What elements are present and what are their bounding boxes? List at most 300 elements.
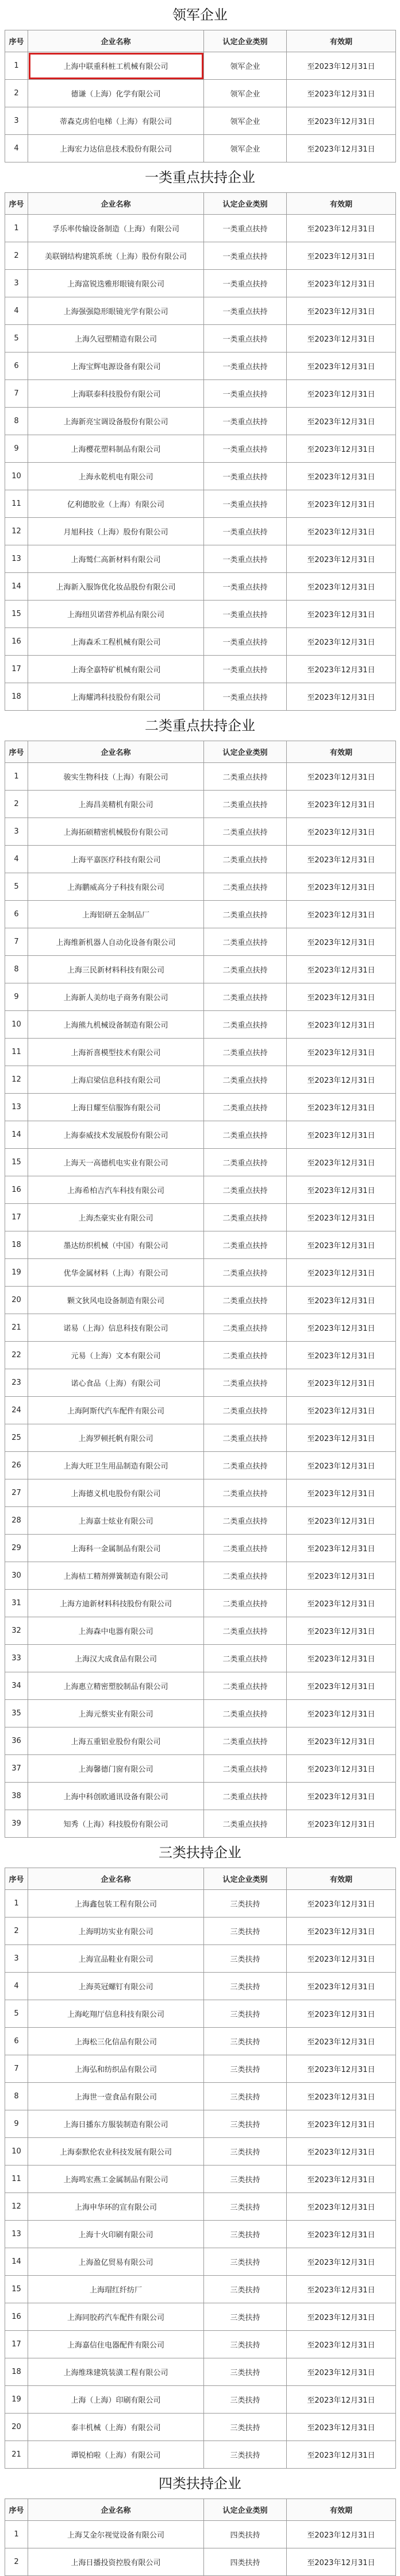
- validity-date: 至2023年12月31日: [287, 1066, 396, 1094]
- row-number: 14: [5, 1121, 28, 1149]
- table-row: [5, 901, 396, 928]
- validity-date: 至2023年12月31日: [287, 1369, 396, 1397]
- table-row: [5, 1287, 396, 1314]
- row-number: 11: [5, 490, 28, 518]
- row-number: 27: [5, 1479, 28, 1507]
- table-row: [5, 408, 396, 435]
- enterprise-name: 上海宣品鞋业有限公司: [28, 1945, 204, 1973]
- enterprise-category: 二类重点扶持: [204, 1066, 287, 1094]
- enterprise-name: 泰丰机械（上海）有限公司: [28, 2414, 204, 2441]
- table-header-row: [5, 193, 396, 215]
- table-row: [5, 2548, 396, 2576]
- validity-date: 至2023年12月31日: [287, 2000, 396, 2028]
- validity-date: 至2023年12月31日: [287, 1700, 396, 1727]
- row-number: 18: [5, 683, 28, 711]
- enterprise-category: 二类重点扶持: [204, 1121, 287, 1149]
- row-number: 2: [5, 242, 28, 270]
- enterprise-name: 元易（上海）文本有限公司: [28, 1342, 204, 1369]
- header-validity: 有效期: [287, 193, 396, 215]
- enterprise-category: 二类重点扶持: [204, 818, 287, 846]
- row-number: 4: [5, 1973, 28, 2000]
- table-row: [5, 2248, 396, 2276]
- enterprise-category: 一类重点扶持: [204, 242, 287, 270]
- enterprise-category: 三类扶持: [204, 2441, 287, 2469]
- validity-date: 至2023年12月31日: [287, 2028, 396, 2055]
- validity-date: 至2023年12月31日: [287, 1590, 396, 1617]
- table-row: [5, 1755, 396, 1783]
- table-row: [5, 683, 396, 711]
- enterprise-name: 上海全嘉特矿机械有限公司: [28, 656, 204, 683]
- enterprise-category: 二类重点扶持: [204, 1011, 287, 1039]
- enterprise-category: 二类重点扶持: [204, 1094, 287, 1121]
- enterprise-category: 二类重点扶持: [204, 928, 287, 956]
- table-header-row: [5, 2499, 396, 2521]
- table-row: [5, 818, 396, 846]
- enterprise-name: 骏实生物科技（上海）有限公司: [28, 763, 204, 791]
- row-number: 9: [5, 435, 28, 463]
- enterprise-category: 三类扶持: [204, 2166, 287, 2193]
- enterprise-name: 上海（上海）印刷有限公司: [28, 2386, 204, 2414]
- enterprise-name: 上海同胶药汽车配件有限公司: [28, 2303, 204, 2331]
- enterprise-name: 上海瑁红纤纺厂: [28, 2276, 204, 2303]
- enterprise-category: 二类重点扶持: [204, 1562, 287, 1590]
- row-number: 5: [5, 325, 28, 352]
- table-row: [5, 656, 396, 683]
- enterprise-table: [5, 1868, 396, 2469]
- validity-date: 至2023年12月31日: [287, 215, 396, 242]
- table-row: [5, 1973, 396, 2000]
- table-row: [5, 518, 396, 545]
- row-number: 6: [5, 352, 28, 380]
- validity-date: 至2023年12月31日: [287, 352, 396, 380]
- enterprise-category: 二类重点扶持: [204, 1231, 287, 1259]
- table-row: [5, 1149, 396, 1176]
- enterprise-category: 三类扶持: [204, 2000, 287, 2028]
- row-number: 30: [5, 1562, 28, 1590]
- enterprise-category: 一类重点扶持: [204, 408, 287, 435]
- enterprise-name: 上海科一金属制品有限公司: [28, 1535, 204, 1562]
- table-row: [5, 573, 396, 601]
- enterprise-category: 二类重点扶持: [204, 1259, 287, 1287]
- enterprise-name: 亿利德胶业（上海）有限公司: [28, 490, 204, 518]
- enterprise-category: 二类重点扶持: [204, 846, 287, 873]
- table-row: [5, 297, 396, 325]
- enterprise-category: 三类扶持: [204, 2358, 287, 2386]
- enterprise-name: 上海弘和纺织品有限公司: [28, 2055, 204, 2083]
- row-number: 26: [5, 1452, 28, 1479]
- table-row: [5, 2441, 396, 2469]
- row-number: 4: [5, 135, 28, 162]
- table-row: [5, 1590, 396, 1617]
- enterprise-category: 三类扶持: [204, 2110, 287, 2138]
- table-row: [5, 2521, 396, 2548]
- enterprise-category: 一类重点扶持: [204, 683, 287, 711]
- row-number: 2: [5, 1918, 28, 1945]
- row-number: 7: [5, 2055, 28, 2083]
- enterprise-category: 三类扶持: [204, 2193, 287, 2221]
- table-row: [5, 928, 396, 956]
- table-row: [5, 1342, 396, 1369]
- enterprise-name: 蒂森克虏伯电梯（上海）有限公司: [28, 107, 204, 135]
- table-row: [5, 242, 396, 270]
- table-row: [5, 1039, 396, 1066]
- enterprise-table: [5, 2498, 396, 2576]
- enterprise-name: 上海艾金尔视觉设备有限公司: [28, 2521, 204, 2548]
- row-number: 25: [5, 1424, 28, 1452]
- enterprise-category: 二类重点扶持: [204, 791, 287, 818]
- enterprise-category: 三类扶持: [204, 1890, 287, 1918]
- table-row: [5, 2083, 396, 2110]
- row-number: 12: [5, 1066, 28, 1094]
- enterprise-name: 上海嘉信住电器配件有限公司: [28, 2331, 204, 2358]
- validity-date: 至2023年12月31日: [287, 2110, 396, 2138]
- enterprise-name: 上海纽贝诺营养机品有限公司: [28, 601, 204, 628]
- validity-date: 至2023年12月31日: [287, 1149, 396, 1176]
- validity-date: 至2023年12月31日: [287, 1094, 396, 1121]
- table-row: [5, 2386, 396, 2414]
- validity-date: 至2023年12月31日: [287, 463, 396, 490]
- row-number: 17: [5, 656, 28, 683]
- validity-date: 至2023年12月31日: [287, 763, 396, 791]
- enterprise-name: 上海鹫仁高新材料有限公司: [28, 545, 204, 573]
- enterprise-name: 上海泰默伦农业科技发展有限公司: [28, 2138, 204, 2166]
- row-number: 15: [5, 1149, 28, 1176]
- validity-date: 至2023年12月31日: [287, 270, 396, 297]
- row-number: 32: [5, 1617, 28, 1645]
- enterprise-category: 二类重点扶持: [204, 1672, 287, 1700]
- enterprise-category: 一类重点扶持: [204, 215, 287, 242]
- row-number: 15: [5, 2276, 28, 2303]
- validity-date: 至2023年12月31日: [287, 1204, 396, 1231]
- table-row: [5, 1535, 396, 1562]
- enterprise-name: 上海熊九机械设备制造有限公司: [28, 1011, 204, 1039]
- enterprise-category: 一类重点扶持: [204, 325, 287, 352]
- validity-date: 至2023年12月31日: [287, 656, 396, 683]
- enterprise-category: 三类扶持: [204, 1973, 287, 2000]
- enterprise-name: 上海馨德门窗有限公司: [28, 1755, 204, 1783]
- enterprise-category: 二类重点扶持: [204, 1452, 287, 1479]
- enterprise-category: 三类扶持: [204, 2028, 287, 2055]
- row-number: 11: [5, 1039, 28, 1066]
- enterprise-table: [5, 741, 396, 1838]
- enterprise-name: 德谦（上海）化学有限公司: [28, 80, 204, 107]
- validity-date: 至2023年12月31日: [287, 1945, 396, 1973]
- header-number: 序号: [5, 2499, 28, 2521]
- enterprise-category: 三类扶持: [204, 2221, 287, 2248]
- validity-date: 至2023年12月31日: [287, 518, 396, 545]
- enterprise-name: 上海汉大成食品有限公司: [28, 1645, 204, 1672]
- table-row: [5, 956, 396, 983]
- table-row: [5, 463, 396, 490]
- enterprise-category: 一类重点扶持: [204, 352, 287, 380]
- row-number: 3: [5, 818, 28, 846]
- enterprise-category: 二类重点扶持: [204, 1039, 287, 1066]
- row-number: 3: [5, 270, 28, 297]
- validity-date: 至2023年12月31日: [287, 2248, 396, 2276]
- row-number: 16: [5, 2303, 28, 2331]
- table-row: [5, 2331, 396, 2358]
- enterprise-name: 上海永乾机电有限公司: [28, 463, 204, 490]
- table-row: [5, 2414, 396, 2441]
- validity-date: 至2023年12月31日: [287, 1562, 396, 1590]
- enterprise-category: 二类重点扶持: [204, 1204, 287, 1231]
- table-row: [5, 1011, 396, 1039]
- row-number: 2: [5, 80, 28, 107]
- enterprise-name: 上海祈喜模型技术有限公司: [28, 1039, 204, 1066]
- table-row: [5, 1700, 396, 1727]
- enterprise-category: 三类扶持: [204, 2414, 287, 2441]
- enterprise-name: 上海嘉士炫业有限公司: [28, 1507, 204, 1535]
- validity-date: 至2023年12月31日: [287, 1727, 396, 1755]
- enterprise-category: 一类重点扶持: [204, 463, 287, 490]
- table-row: [5, 1507, 396, 1535]
- row-number: 4: [5, 297, 28, 325]
- enterprise-name: 上海泰威技术发展股份有限公司: [28, 1121, 204, 1149]
- validity-date: 至2023年12月31日: [287, 325, 396, 352]
- validity-date: 至2023年12月31日: [287, 242, 396, 270]
- enterprise-name: 上海桔工精剂弹簧制造有限公司: [28, 1562, 204, 1590]
- validity-date: 至2023年12月31日: [287, 1810, 396, 1838]
- header-enterprise-name: 企业名称: [28, 741, 204, 763]
- table-row: [5, 1094, 396, 1121]
- row-number: 13: [5, 545, 28, 573]
- table-header-row: [5, 1868, 396, 1890]
- enterprise-name: 上海方迪新材料科技股份有限公司: [28, 1590, 204, 1617]
- enterprise-category: 二类重点扶持: [204, 1342, 287, 1369]
- table-row: [5, 1890, 396, 1918]
- row-number: 38: [5, 1783, 28, 1810]
- enterprise-name: 上海阿斯代汽车配件有限公司: [28, 1397, 204, 1424]
- row-number: 2: [5, 791, 28, 818]
- validity-date: 至2023年12月31日: [287, 2521, 396, 2548]
- enterprise-category: 二类重点扶持: [204, 1590, 287, 1617]
- enterprise-name: 上海森禾工程机械有限公司: [28, 628, 204, 656]
- validity-date: 至2023年12月31日: [287, 80, 396, 107]
- validity-date: 至2023年12月31日: [287, 1121, 396, 1149]
- validity-date: 至2023年12月31日: [287, 1452, 396, 1479]
- validity-date: 至2023年12月31日: [287, 435, 396, 463]
- section-title: 一类重点扶持企业: [145, 169, 255, 185]
- row-number: 18: [5, 2358, 28, 2386]
- enterprise-category: 二类重点扶持: [204, 983, 287, 1011]
- enterprise-category: 三类扶持: [204, 2331, 287, 2358]
- row-number: 10: [5, 463, 28, 490]
- validity-date: 至2023年12月31日: [287, 1535, 396, 1562]
- row-number: 5: [5, 2000, 28, 2028]
- row-number: 13: [5, 1094, 28, 1121]
- row-number: 33: [5, 1645, 28, 1672]
- row-number: 19: [5, 1259, 28, 1287]
- row-number: 12: [5, 518, 28, 545]
- row-number: 21: [5, 2441, 28, 2469]
- row-number: 35: [5, 1700, 28, 1727]
- enterprise-name: 上海新人美纺电子商务有限公司: [28, 983, 204, 1011]
- validity-date: 至2023年12月31日: [287, 983, 396, 1011]
- table-row: [5, 983, 396, 1011]
- validity-date: 至2023年12月31日: [287, 956, 396, 983]
- enterprise-category: 二类重点扶持: [204, 1397, 287, 1424]
- enterprise-name: 上海维新机器人自动化设备有限公司: [28, 928, 204, 956]
- enterprise-category: 一类重点扶持: [204, 380, 287, 408]
- enterprise-category: 三类扶持: [204, 2386, 287, 2414]
- enterprise-category: 三类扶持: [204, 2248, 287, 2276]
- section-title: 四类扶持企业: [159, 2476, 241, 2492]
- enterprise-category: 二类重点扶持: [204, 1507, 287, 1535]
- enterprise-category: 一类重点扶持: [204, 656, 287, 683]
- enterprise-table: [5, 30, 396, 162]
- validity-date: 至2023年12月31日: [287, 1011, 396, 1039]
- validity-date: 至2023年12月31日: [287, 573, 396, 601]
- header-number: 序号: [5, 1868, 28, 1890]
- enterprise-name: 上海三民新材料科技有限公司: [28, 956, 204, 983]
- validity-date: 至2023年12月31日: [287, 1918, 396, 1945]
- enterprise-category: 四类扶持: [204, 2521, 287, 2548]
- table-row: [5, 52, 396, 80]
- header-category: 认定企业类别: [204, 741, 287, 763]
- header-enterprise-name: 企业名称: [28, 193, 204, 215]
- validity-date: 至2023年12月31日: [287, 1755, 396, 1783]
- enterprise-name: 上海新入服饰优化妆品股份有限公司: [28, 573, 204, 601]
- enterprise-name: 墨达纺织机械（中国）有限公司: [28, 1231, 204, 1259]
- enterprise-category: 领军企业: [204, 107, 287, 135]
- enterprise-category: 三类扶持: [204, 2138, 287, 2166]
- header-category: 认定企业类别: [204, 30, 287, 52]
- header-validity: 有效期: [287, 741, 396, 763]
- row-number: 20: [5, 1287, 28, 1314]
- table-row: [5, 380, 396, 408]
- row-number: 6: [5, 2028, 28, 2055]
- validity-date: 至2023年12月31日: [287, 2414, 396, 2441]
- validity-date: 至2023年12月31日: [287, 107, 396, 135]
- enterprise-name: 孚乐率传输设备制造（上海）有限公司: [28, 215, 204, 242]
- enterprise-category: 二类重点扶持: [204, 1755, 287, 1783]
- row-number: 24: [5, 1397, 28, 1424]
- enterprise-category: 二类重点扶持: [204, 763, 287, 791]
- enterprise-name: 颗文狄风电设备制造有限公司: [28, 1287, 204, 1314]
- enterprise-category: 一类重点扶持: [204, 490, 287, 518]
- enterprise-name: 上海森中电器有限公司: [28, 1617, 204, 1645]
- row-number: 14: [5, 573, 28, 601]
- enterprise-category: 一类重点扶持: [204, 545, 287, 573]
- enterprise-name: 上海中联重科桩工机械有限公司: [28, 52, 204, 80]
- enterprise-name: 上海日播投资控股有限公司: [28, 2548, 204, 2576]
- table-row: [5, 1810, 396, 1838]
- validity-date: 至2023年12月31日: [287, 1617, 396, 1645]
- enterprise-name: 上海富锐迭雅形眼镜有限公司: [28, 270, 204, 297]
- row-number: 1: [5, 763, 28, 791]
- section-title: 二类重点扶持企业: [145, 718, 255, 734]
- table-row: [5, 1645, 396, 1672]
- table-row: [5, 1259, 396, 1287]
- row-number: 37: [5, 1755, 28, 1783]
- validity-date: 至2023年12月31日: [287, 2276, 396, 2303]
- table-row: [5, 2193, 396, 2221]
- row-number: 1: [5, 1890, 28, 1918]
- enterprise-category: 二类重点扶持: [204, 1645, 287, 1672]
- row-number: 7: [5, 380, 28, 408]
- table-row: [5, 1617, 396, 1645]
- enterprise-name: 上海元蔡实业有限公司: [28, 1700, 204, 1727]
- enterprise-category: 一类重点扶持: [204, 297, 287, 325]
- table-row: [5, 2276, 396, 2303]
- table-header-row: [5, 30, 396, 52]
- row-number: 18: [5, 1231, 28, 1259]
- row-number: 20: [5, 2414, 28, 2441]
- header-validity: 有效期: [287, 30, 396, 52]
- header-enterprise-name: 企业名称: [28, 2499, 204, 2521]
- enterprise-category: 四类扶持: [204, 2548, 287, 2576]
- row-number: 1: [5, 2521, 28, 2548]
- row-number: 8: [5, 408, 28, 435]
- enterprise-category: 二类重点扶持: [204, 1700, 287, 1727]
- enterprise-category: 三类扶持: [204, 2303, 287, 2331]
- validity-date: 至2023年12月31日: [287, 2386, 396, 2414]
- table-row: [5, 1231, 396, 1259]
- enterprise-name: 诺易（上海）信息科技有限公司: [28, 1314, 204, 1342]
- row-number: 12: [5, 2193, 28, 2221]
- table-row: [5, 2055, 396, 2083]
- enterprise-category: 三类扶持: [204, 2276, 287, 2303]
- row-number: 19: [5, 2386, 28, 2414]
- enterprise-category: 一类重点扶持: [204, 518, 287, 545]
- enterprise-name: 上海十火印刷有限公司: [28, 2221, 204, 2248]
- table-row: [5, 2303, 396, 2331]
- table-row: [5, 2000, 396, 2028]
- row-number: 10: [5, 2138, 28, 2166]
- enterprise-name: 上海铝研五金制品厂: [28, 901, 204, 928]
- validity-date: 至2023年12月31日: [287, 297, 396, 325]
- enterprise-table: [5, 192, 396, 711]
- enterprise-name: 上海盈亿贸易有限公司: [28, 2248, 204, 2276]
- header-number: 序号: [5, 30, 28, 52]
- header-number: 序号: [5, 193, 28, 215]
- enterprise-name: 上海鹏威高分子科技有限公司: [28, 873, 204, 901]
- validity-date: 至2023年12月31日: [287, 1176, 396, 1204]
- enterprise-category: 三类扶持: [204, 1945, 287, 1973]
- row-number: 6: [5, 901, 28, 928]
- table-row: [5, 1479, 396, 1507]
- validity-date: 至2023年12月31日: [287, 1231, 396, 1259]
- validity-date: 至2023年12月31日: [287, 791, 396, 818]
- table-row: [5, 107, 396, 135]
- validity-date: 至2023年12月31日: [287, 1314, 396, 1342]
- enterprise-category: 一类重点扶持: [204, 628, 287, 656]
- table-row: [5, 325, 396, 352]
- enterprise-name: 上海樱花塑料制品有限公司: [28, 435, 204, 463]
- table-row: [5, 1121, 396, 1149]
- header-category: 认定企业类别: [204, 1868, 287, 1890]
- enterprise-category: 领军企业: [204, 135, 287, 162]
- table-row: [5, 1918, 396, 1945]
- enterprise-name: 上海屹翔厅信息科技有限公司: [28, 2000, 204, 2028]
- row-number: 34: [5, 1672, 28, 1700]
- table-row: [5, 2358, 396, 2386]
- table-row: [5, 1424, 396, 1452]
- enterprise-category: 二类重点扶持: [204, 1314, 287, 1342]
- enterprise-name: 上海久冠塑精造有限公司: [28, 325, 204, 352]
- validity-date: 至2023年12月31日: [287, 52, 396, 80]
- row-number: 16: [5, 1176, 28, 1204]
- header-number: 序号: [5, 741, 28, 763]
- enterprise-category: 二类重点扶持: [204, 1810, 287, 1838]
- enterprise-name: 上海宏力达信息技术股份有限公司: [28, 135, 204, 162]
- enterprise-category: 二类重点扶持: [204, 1176, 287, 1204]
- enterprise-category: 二类重点扶持: [204, 1369, 287, 1397]
- enterprise-name: 上海鑫包装工程有限公司: [28, 1890, 204, 1918]
- enterprise-name: 上海世一壹食品有限公司: [28, 2083, 204, 2110]
- validity-date: 至2023年12月31日: [287, 2548, 396, 2576]
- enterprise-name: 上海强强隐形眼镜光学有限公司: [28, 297, 204, 325]
